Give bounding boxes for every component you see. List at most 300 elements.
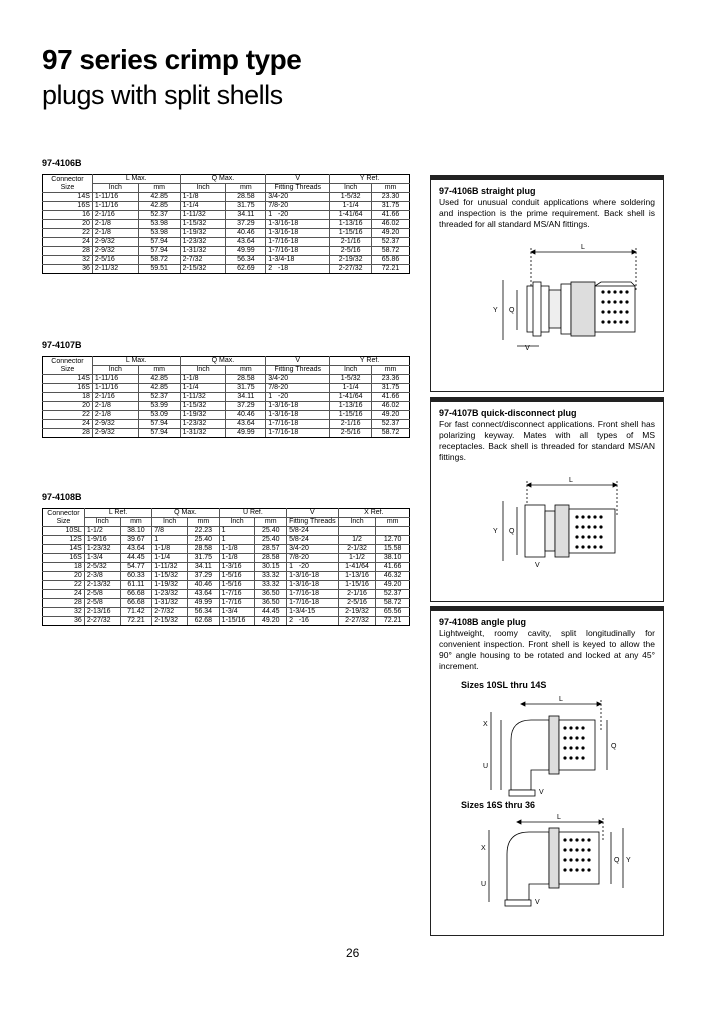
table-4107b-body xyxy=(43,375,410,438)
table-cell: 2-5/16 xyxy=(338,599,376,608)
table-cell: 1-7/16-18 xyxy=(287,590,339,599)
table-row xyxy=(43,202,410,211)
table-cell: 2-13/32 xyxy=(84,581,120,590)
table-cell: 1-3/4 xyxy=(219,608,255,617)
table-cell: 2-9/32 xyxy=(92,247,138,256)
table-cell: 46.02 xyxy=(372,402,410,411)
table-cell: 12.70 xyxy=(376,536,410,545)
col-x-ref: X Ref. xyxy=(338,509,409,518)
table-cell: 2-9/32 xyxy=(92,429,138,438)
table-cell: 1-15/32 xyxy=(180,220,226,229)
table-cell: 31.75 xyxy=(226,384,266,393)
table-4106-label: 97-4106B xyxy=(42,158,82,168)
cell-size: 32 xyxy=(43,608,85,617)
cell-size: 16S xyxy=(43,384,93,393)
col-fitting-threads: Fitting Threads xyxy=(266,366,330,375)
page-title: 97 series crimp type xyxy=(42,44,302,75)
cell-size: 14S xyxy=(43,193,93,202)
col-inch: Inch xyxy=(180,184,226,193)
cell-size: 32 xyxy=(43,256,93,265)
col-mm: mm xyxy=(376,518,410,527)
box-4108b-angle-plug xyxy=(430,606,664,936)
table-cell: 34.11 xyxy=(188,563,220,572)
table-cell: 2-1/8 xyxy=(92,411,138,420)
cell-size: 22 xyxy=(43,411,93,420)
col-inch: Inch xyxy=(219,518,255,527)
table-4106b-body xyxy=(43,193,410,274)
angle-plug-large-drawing xyxy=(431,810,663,908)
table-cell: 65.86 xyxy=(372,256,410,265)
table-cell: 49.20 xyxy=(372,411,410,420)
table-row xyxy=(43,420,410,429)
table-cell: 1-1/4 xyxy=(152,554,188,563)
straight-plug-drawing xyxy=(431,232,663,352)
col-fitting-threads: Fitting Threads xyxy=(287,518,339,527)
table-cell: 1-1/4 xyxy=(330,384,372,393)
table-cell: 1-19/32 xyxy=(180,229,226,238)
table-cell: 2-15/32 xyxy=(180,265,226,274)
table-4108b-body xyxy=(43,527,410,626)
cell-size: 14S xyxy=(43,545,85,554)
table-cell: 1/2 xyxy=(338,536,376,545)
table-cell: 1-3/4-18 xyxy=(266,256,330,265)
table-cell: 1-31/32 xyxy=(180,247,226,256)
table-cell: 1-13/16 xyxy=(330,402,372,411)
table-cell: 2-5/16 xyxy=(330,247,372,256)
col-v: V xyxy=(287,509,339,518)
table-cell: 1-15/16 xyxy=(330,229,372,238)
table-cell: 1 xyxy=(219,536,255,545)
table-cell: 1-5/32 xyxy=(330,375,372,384)
table-cell: 49.99 xyxy=(188,599,220,608)
table-cell: 1-3/16-18 xyxy=(266,411,330,420)
table-cell: 43.64 xyxy=(226,238,266,247)
table-cell: 2-1/16 xyxy=(338,590,376,599)
table-4108-label: 97-4108B xyxy=(42,492,82,502)
table-cell: 1-7/16-18 xyxy=(266,247,330,256)
page-subtitle: plugs with split shells xyxy=(42,80,283,110)
dim-label-v: V xyxy=(535,899,540,906)
table-cell: 57.94 xyxy=(138,247,180,256)
table-cell: 42.85 xyxy=(138,384,180,393)
table-cell: 1-5/16 xyxy=(219,581,255,590)
dim-label-q: Q xyxy=(611,743,617,750)
dim-label-q: Q xyxy=(509,307,515,314)
table-cell: 2-7/32 xyxy=(152,608,188,617)
table-cell: 37.29 xyxy=(188,572,220,581)
table-cell: 53.09 xyxy=(138,411,180,420)
table-cell: 1-3/16-18 xyxy=(287,572,339,581)
table-cell: 2-1/16 xyxy=(330,238,372,247)
table-cell: 58.72 xyxy=(372,247,410,256)
table-cell: 28.58 xyxy=(226,193,266,202)
table-cell: 41.66 xyxy=(372,211,410,220)
table-cell: 37.29 xyxy=(226,402,266,411)
dim-label-v: V xyxy=(525,345,530,352)
table-cell: 49.99 xyxy=(226,429,266,438)
cell-size: 24 xyxy=(43,590,85,599)
table-row xyxy=(43,411,410,420)
table-cell: 39.67 xyxy=(120,536,152,545)
cell-size: 16S xyxy=(43,202,93,211)
dim-label-x: X xyxy=(483,721,488,728)
table-cell: 1-11/32 xyxy=(152,563,188,572)
box-4108b-sub1: Sizes 10SL thru 14S xyxy=(461,680,547,690)
table-cell: 1-7/16-18 xyxy=(287,599,339,608)
col-inch: Inch xyxy=(92,366,138,375)
cell-size: 22 xyxy=(43,229,93,238)
cell-size: 16 xyxy=(43,211,93,220)
table-cell: 31.75 xyxy=(372,202,410,211)
col-inch: Inch xyxy=(180,366,226,375)
table-cell: 25.40 xyxy=(255,527,287,536)
table-cell: 1-11/32 xyxy=(180,393,226,402)
box-4107b-text: For fast connect/disconnect applications. Front shell has polarizing keyway. Mates with all types of MS receptacles. Back shell is threaded for standard MS/AN fittings. xyxy=(439,419,655,462)
table-row xyxy=(43,256,410,265)
table-cell: 33.32 xyxy=(255,581,287,590)
table-cell: 23.30 xyxy=(372,193,410,202)
table-cell: 66.68 xyxy=(120,590,152,599)
table-cell: 1-19/32 xyxy=(152,581,188,590)
table-cell: 1-23/32 xyxy=(180,238,226,247)
table-cell: 2-5/16 xyxy=(92,256,138,265)
table-cell: 2-1/16 xyxy=(92,393,138,402)
table-cell: 65.56 xyxy=(376,608,410,617)
table-4106b xyxy=(42,174,410,274)
cell-size: 18 xyxy=(43,393,93,402)
cell-size: 16S xyxy=(43,554,85,563)
table-cell: 49.20 xyxy=(372,229,410,238)
table-cell: 36.50 xyxy=(255,599,287,608)
box-4108b-text: Lightweight, roomy cavity, split longitudinally for convenient inspection. Front shell is keyed to allow the 90° angle housing to be rotated and locked at any 45° increment. xyxy=(439,628,655,671)
table-cell: 58.72 xyxy=(372,429,410,438)
table-cell: 1-11/32 xyxy=(180,211,226,220)
table-cell: 40.46 xyxy=(226,411,266,420)
table-cell: 15.58 xyxy=(376,545,410,554)
table-cell: 5/8-24 xyxy=(287,527,339,536)
table-row xyxy=(43,527,410,536)
col-inch: Inch xyxy=(92,184,138,193)
table-cell: 1-1/8 xyxy=(152,545,188,554)
col-connector-size: Connector Size xyxy=(43,509,85,527)
table-cell: 2-9/32 xyxy=(92,420,138,429)
table-cell: 56.34 xyxy=(188,608,220,617)
dim-label-l: L xyxy=(559,696,563,703)
table-row xyxy=(43,554,410,563)
cell-size: 10SL xyxy=(43,527,85,536)
table-cell: 1-23/32 xyxy=(84,545,120,554)
table-cell: 1-11/16 xyxy=(92,193,138,202)
table-cell: 43.64 xyxy=(188,590,220,599)
table-cell: 1-7/16 xyxy=(219,590,255,599)
table-cell: 1-23/32 xyxy=(180,420,226,429)
table-cell: 30.15 xyxy=(255,563,287,572)
table-cell: 53.99 xyxy=(138,402,180,411)
box-4106b-title: 97-4106B straight plug xyxy=(439,186,536,196)
table-cell: 36.50 xyxy=(255,590,287,599)
table-cell: 1-15/16 xyxy=(219,617,255,626)
col-inch: Inch xyxy=(152,518,188,527)
table-cell: 41.66 xyxy=(372,393,410,402)
table-cell: 60.33 xyxy=(120,572,152,581)
table-cell: 1-41/64 xyxy=(330,211,372,220)
table-row xyxy=(43,545,410,554)
table-cell: 31.75 xyxy=(226,202,266,211)
table-cell: 2-11/32 xyxy=(92,265,138,274)
table-cell: 2-27/32 xyxy=(84,617,120,626)
col-mm: mm xyxy=(188,518,220,527)
table-cell: 3/4-20 xyxy=(266,375,330,384)
table-cell xyxy=(338,527,376,536)
dim-label-y: Y xyxy=(626,857,631,864)
table-cell: 1-1/8 xyxy=(219,554,255,563)
table-cell: 1 -20 xyxy=(266,393,330,402)
quick-disconnect-plug-drawing xyxy=(431,465,663,571)
col-fitting-threads: Fitting Threads xyxy=(266,184,330,193)
table-cell: 49.20 xyxy=(376,581,410,590)
table-cell: 40.46 xyxy=(226,229,266,238)
dim-label-u: U xyxy=(481,881,487,888)
box-4107b-quick-disconnect-plug xyxy=(430,397,664,602)
table-cell: 1-7/16-18 xyxy=(266,429,330,438)
dim-label-x: X xyxy=(481,845,486,852)
table-row xyxy=(43,608,410,617)
table-cell: 1-3/16-18 xyxy=(287,581,339,590)
table-cell: 43.64 xyxy=(226,420,266,429)
table-cell: 52.37 xyxy=(376,590,410,599)
table-cell: 42.85 xyxy=(138,193,180,202)
table-cell: 1-31/32 xyxy=(152,599,188,608)
dim-label-y: Y xyxy=(493,528,498,535)
col-inch: Inch xyxy=(84,518,120,527)
table-cell: 52.37 xyxy=(372,420,410,429)
table-cell: 2-1/16 xyxy=(330,420,372,429)
table-cell: 1-5/32 xyxy=(330,193,372,202)
table-cell: 40.46 xyxy=(188,581,220,590)
table-cell: 1-1/2 xyxy=(338,554,376,563)
table-cell: 2-19/32 xyxy=(330,256,372,265)
table-row xyxy=(43,265,410,274)
cell-size: 36 xyxy=(43,617,85,626)
table-cell: 3/4-20 xyxy=(287,545,339,554)
table-cell: 1-1/8 xyxy=(180,375,226,384)
table-cell: 1-41/64 xyxy=(338,563,376,572)
table-cell: 1-11/16 xyxy=(92,375,138,384)
table-cell: 1-3/16 xyxy=(219,563,255,572)
box-4108b-sub2: Sizes 16S thru 36 xyxy=(461,800,536,810)
table-cell: 1-15/32 xyxy=(180,402,226,411)
table-row xyxy=(43,229,410,238)
table-cell: 7/8-20 xyxy=(287,554,339,563)
dim-label-l: L xyxy=(569,477,573,484)
table-cell: 41.66 xyxy=(376,563,410,572)
table-cell: 1 xyxy=(152,536,188,545)
table-cell: 34.11 xyxy=(226,393,266,402)
dim-label-v: V xyxy=(539,789,544,796)
table-cell: 1-1/4 xyxy=(180,384,226,393)
table-cell: 1 xyxy=(219,527,255,536)
table-cell: 1-3/16-18 xyxy=(266,402,330,411)
table-cell: 2 -18 xyxy=(266,265,330,274)
table-cell: 1-7/16 xyxy=(219,599,255,608)
table-cell: 1-13/16 xyxy=(338,572,376,581)
col-y-ref: Y Ref. xyxy=(330,357,410,366)
cell-size: 18 xyxy=(43,563,85,572)
table-cell: 58.72 xyxy=(376,599,410,608)
box-4107b-title: 97-4107B quick-disconnect plug xyxy=(439,408,577,418)
table-cell: 2-13/16 xyxy=(84,608,120,617)
table-cell: 58.72 xyxy=(138,256,180,265)
table-cell: 31.75 xyxy=(188,554,220,563)
col-l-ref: L Ref. xyxy=(84,509,151,518)
dim-label-y: Y xyxy=(493,307,498,314)
table-row xyxy=(43,563,410,572)
table-cell: 2-1/8 xyxy=(92,229,138,238)
table-cell: 3/4-20 xyxy=(266,193,330,202)
table-row xyxy=(43,617,410,626)
table-cell: 1 -20 xyxy=(266,211,330,220)
col-inch: Inch xyxy=(330,366,372,375)
table-cell: 53.98 xyxy=(138,220,180,229)
table-row xyxy=(43,590,410,599)
table-cell: 1-7/16-18 xyxy=(266,420,330,429)
table-cell: 53.98 xyxy=(138,229,180,238)
table-cell: 38.10 xyxy=(376,554,410,563)
box-4106b-text: Used for unusual conduit applications where soldering and inspection is the prime requirement. Back shell is threaded for all standard MS/AN fittings. xyxy=(439,197,655,229)
col-v: V xyxy=(266,175,330,184)
table-cell: 7/8-20 xyxy=(266,384,330,393)
col-mm: mm xyxy=(372,366,410,375)
table-cell: 1-3/4-15 xyxy=(287,608,339,617)
table-4108b xyxy=(42,508,410,626)
table-cell: 46.32 xyxy=(376,572,410,581)
table-cell: 72.21 xyxy=(372,265,410,274)
table-cell: 1-1/8 xyxy=(219,545,255,554)
table-cell: 1-15/32 xyxy=(152,572,188,581)
dim-label-q: Q xyxy=(509,528,515,535)
table-cell: 7/8 xyxy=(152,527,188,536)
angle-plug-small-drawing xyxy=(431,690,663,800)
table-cell: 44.45 xyxy=(255,608,287,617)
table-cell: 1-7/16-18 xyxy=(266,238,330,247)
table-cell: 72.21 xyxy=(120,617,152,626)
table-cell: 49.99 xyxy=(226,247,266,256)
table-cell: 34.11 xyxy=(226,211,266,220)
table-cell: 1-1/4 xyxy=(180,202,226,211)
col-mm: mm xyxy=(226,366,266,375)
table-cell: 1-11/16 xyxy=(92,202,138,211)
col-q-max: Q Max. xyxy=(180,175,266,184)
table-cell: 52.37 xyxy=(138,211,180,220)
col-l-max: L Max. xyxy=(92,357,180,366)
table-cell: 1-3/16-18 xyxy=(266,220,330,229)
table-cell: 28.58 xyxy=(188,545,220,554)
cell-size: 20 xyxy=(43,220,93,229)
table-cell: 2-1/8 xyxy=(92,402,138,411)
table-cell: 1-9/16 xyxy=(84,536,120,545)
table-cell: 59.51 xyxy=(138,265,180,274)
table-cell: 1-19/32 xyxy=(180,411,226,420)
cell-size: 28 xyxy=(43,599,85,608)
table-cell: 25.40 xyxy=(255,536,287,545)
table-cell: 2 -16 xyxy=(287,617,339,626)
table-cell: 2-1/32 xyxy=(338,545,376,554)
col-connector-size: Connector Size xyxy=(43,175,93,193)
col-mm: mm xyxy=(138,184,180,193)
table-row xyxy=(43,393,410,402)
table-cell: 2-9/32 xyxy=(92,238,138,247)
col-inch: Inch xyxy=(338,518,376,527)
cell-size: 28 xyxy=(43,247,93,256)
table-cell: 2-1/8 xyxy=(92,220,138,229)
dim-label-q: Q xyxy=(614,857,620,864)
table-cell: 1 -20 xyxy=(287,563,339,572)
table-cell: 49.20 xyxy=(255,617,287,626)
table-cell: 46.02 xyxy=(372,220,410,229)
box-4106b-straight-plug xyxy=(430,175,664,392)
table-cell: 42.85 xyxy=(138,202,180,211)
col-l-max: L Max. xyxy=(92,175,180,184)
table-cell: 72.21 xyxy=(376,617,410,626)
table-cell: 1-41/64 xyxy=(330,393,372,402)
table-cell xyxy=(376,527,410,536)
table-row xyxy=(43,402,410,411)
table-4107-label: 97-4107B xyxy=(42,340,82,350)
table-cell: 33.32 xyxy=(255,572,287,581)
table-cell: 52.37 xyxy=(138,393,180,402)
cell-size: 22 xyxy=(43,581,85,590)
cell-size: 12S xyxy=(43,536,85,545)
table-row xyxy=(43,247,410,256)
cell-size: 24 xyxy=(43,420,93,429)
table-row xyxy=(43,581,410,590)
table-4107b xyxy=(42,356,410,438)
table-cell: 2-19/32 xyxy=(338,608,376,617)
table-cell: 2-27/32 xyxy=(338,617,376,626)
table-cell: 2-5/8 xyxy=(84,590,120,599)
table-cell: 57.94 xyxy=(138,429,180,438)
table-cell: 2-1/16 xyxy=(92,211,138,220)
table-row xyxy=(43,572,410,581)
col-mm: mm xyxy=(120,518,152,527)
table-cell: 25.40 xyxy=(188,536,220,545)
col-inch: Inch xyxy=(330,184,372,193)
table-cell: 28.58 xyxy=(255,554,287,563)
cell-size: 20 xyxy=(43,572,85,581)
table-cell: 57.94 xyxy=(138,238,180,247)
table-cell: 2-7/32 xyxy=(180,256,226,265)
table-row xyxy=(43,375,410,384)
table-cell: 1-31/32 xyxy=(180,429,226,438)
table-cell: 54.77 xyxy=(120,563,152,572)
table-cell: 1-13/16 xyxy=(330,220,372,229)
table-cell: 1-1/2 xyxy=(84,527,120,536)
table-cell: 1-1/8 xyxy=(180,193,226,202)
table-cell: 71.42 xyxy=(120,608,152,617)
table-cell: 56.34 xyxy=(226,256,266,265)
col-mm: mm xyxy=(372,184,410,193)
table-row xyxy=(43,220,410,229)
table-cell: 38.10 xyxy=(120,527,152,536)
table-row xyxy=(43,238,410,247)
cell-size: 28 xyxy=(43,429,93,438)
dim-label-l: L xyxy=(581,244,585,251)
table-cell: 52.37 xyxy=(372,238,410,247)
table-cell: 7/8-20 xyxy=(266,202,330,211)
table-cell: 37.29 xyxy=(226,220,266,229)
col-y-ref: Y Ref. xyxy=(330,175,410,184)
table-cell: 2-27/32 xyxy=(330,265,372,274)
